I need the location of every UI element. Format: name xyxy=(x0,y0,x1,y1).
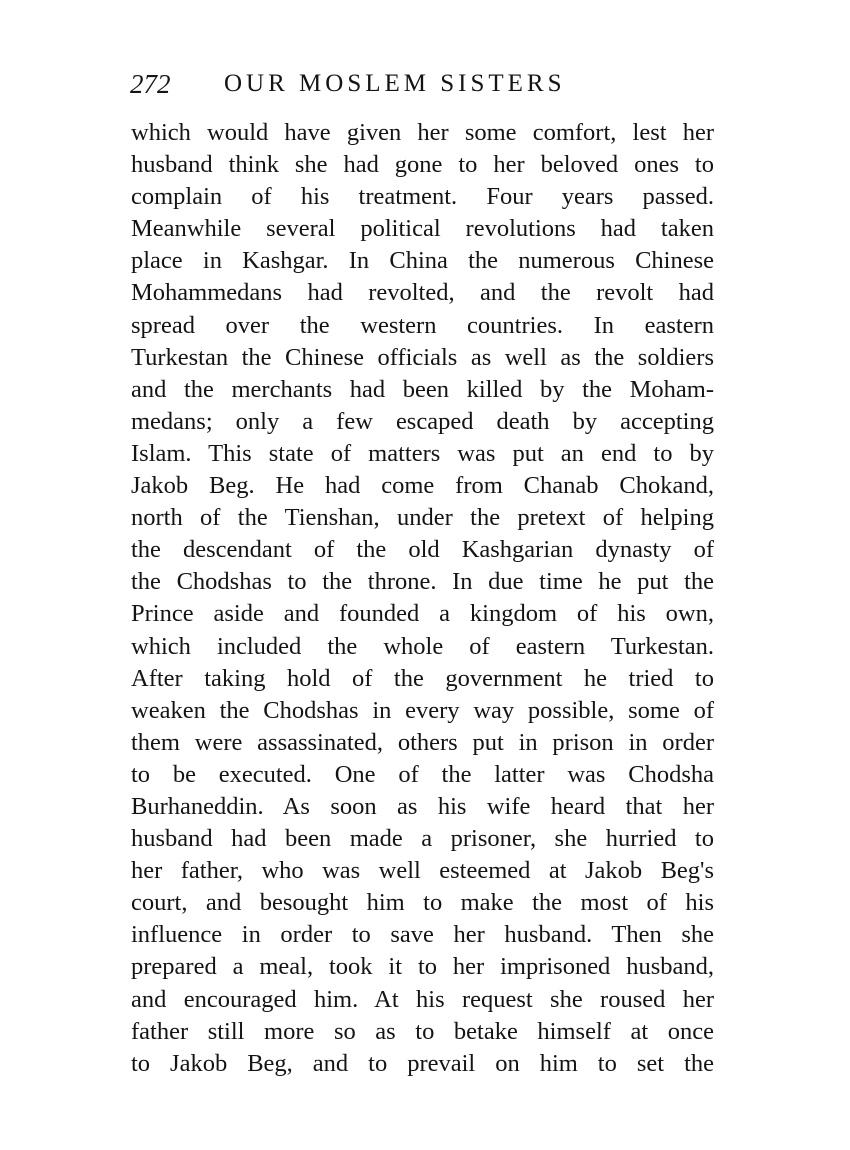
body-text xyxy=(131,117,714,1080)
text-line: After taking hold of the government he tried to xyxy=(131,664,714,692)
text-line: father still more so as to betake himself at once xyxy=(131,1017,714,1045)
text-line: the descendant of the old Kashgarian dynasty of xyxy=(131,536,714,564)
text-line: Mohammedans had revolted, and the revolt had xyxy=(131,279,714,307)
text-line: them were assassinated, others put in prison in order xyxy=(131,728,714,756)
text-line: her father, who was well esteemed at Jakob Beg's xyxy=(131,857,714,885)
text-line: spread over the western countries. In eastern xyxy=(131,311,714,339)
text-line: which included the whole of eastern Turkestan. xyxy=(131,632,714,660)
running-head xyxy=(130,66,730,102)
page-number: 272 xyxy=(130,69,171,99)
text-line: complain of his treatment. Four years passed. xyxy=(131,183,714,211)
text-line: Turkestan the Chinese officials as well as the soldiers xyxy=(131,343,714,371)
text-line: to be executed. One of the latter was Chodsha xyxy=(131,760,714,788)
text-line: court, and besought him to make the most of his xyxy=(131,889,714,917)
text-line: influence in order to save her husband. Then she xyxy=(131,921,714,949)
text-line: Prince aside and founded a kingdom of his own, xyxy=(131,600,714,628)
text-line: and encouraged him. At his request she roused her xyxy=(131,985,714,1013)
text-line: Meanwhile several political revolutions had taken xyxy=(131,215,714,243)
text-line: place in Kashgar. In China the numerous Chinese xyxy=(131,247,714,275)
text-line: weaken the Chodshas in every way possible, some of xyxy=(131,696,714,724)
text-line: to Jakob Beg, and to prevail on him to set the xyxy=(131,1049,714,1077)
text-line: Jakob Beg. He had come from Chanab Chokand, xyxy=(131,472,714,500)
text-line: and the merchants had been killed by the Moham- xyxy=(131,375,714,403)
text-line: Burhaneddin. As soon as his wife heard that her xyxy=(131,792,714,820)
text-line: north of the Tienshan, under the pretext of helping xyxy=(131,504,714,532)
running-title: OUR MOSLEM SISTERS xyxy=(224,70,566,97)
text-line: the Chodshas to the throne. In due time he put the xyxy=(131,568,714,596)
text-line: prepared a meal, took it to her imprisoned husband, xyxy=(131,953,714,981)
text-line: husband think she had gone to her beloved ones to xyxy=(131,151,714,179)
text-line: Islam. This state of matters was put an end to by xyxy=(131,439,714,467)
text-line: husband had been made a prisoner, she hurried to xyxy=(131,825,714,853)
text-line: medans; only a few escaped death by accepting xyxy=(131,407,714,435)
text-line: which would have given her some comfort, lest her xyxy=(131,119,714,146)
